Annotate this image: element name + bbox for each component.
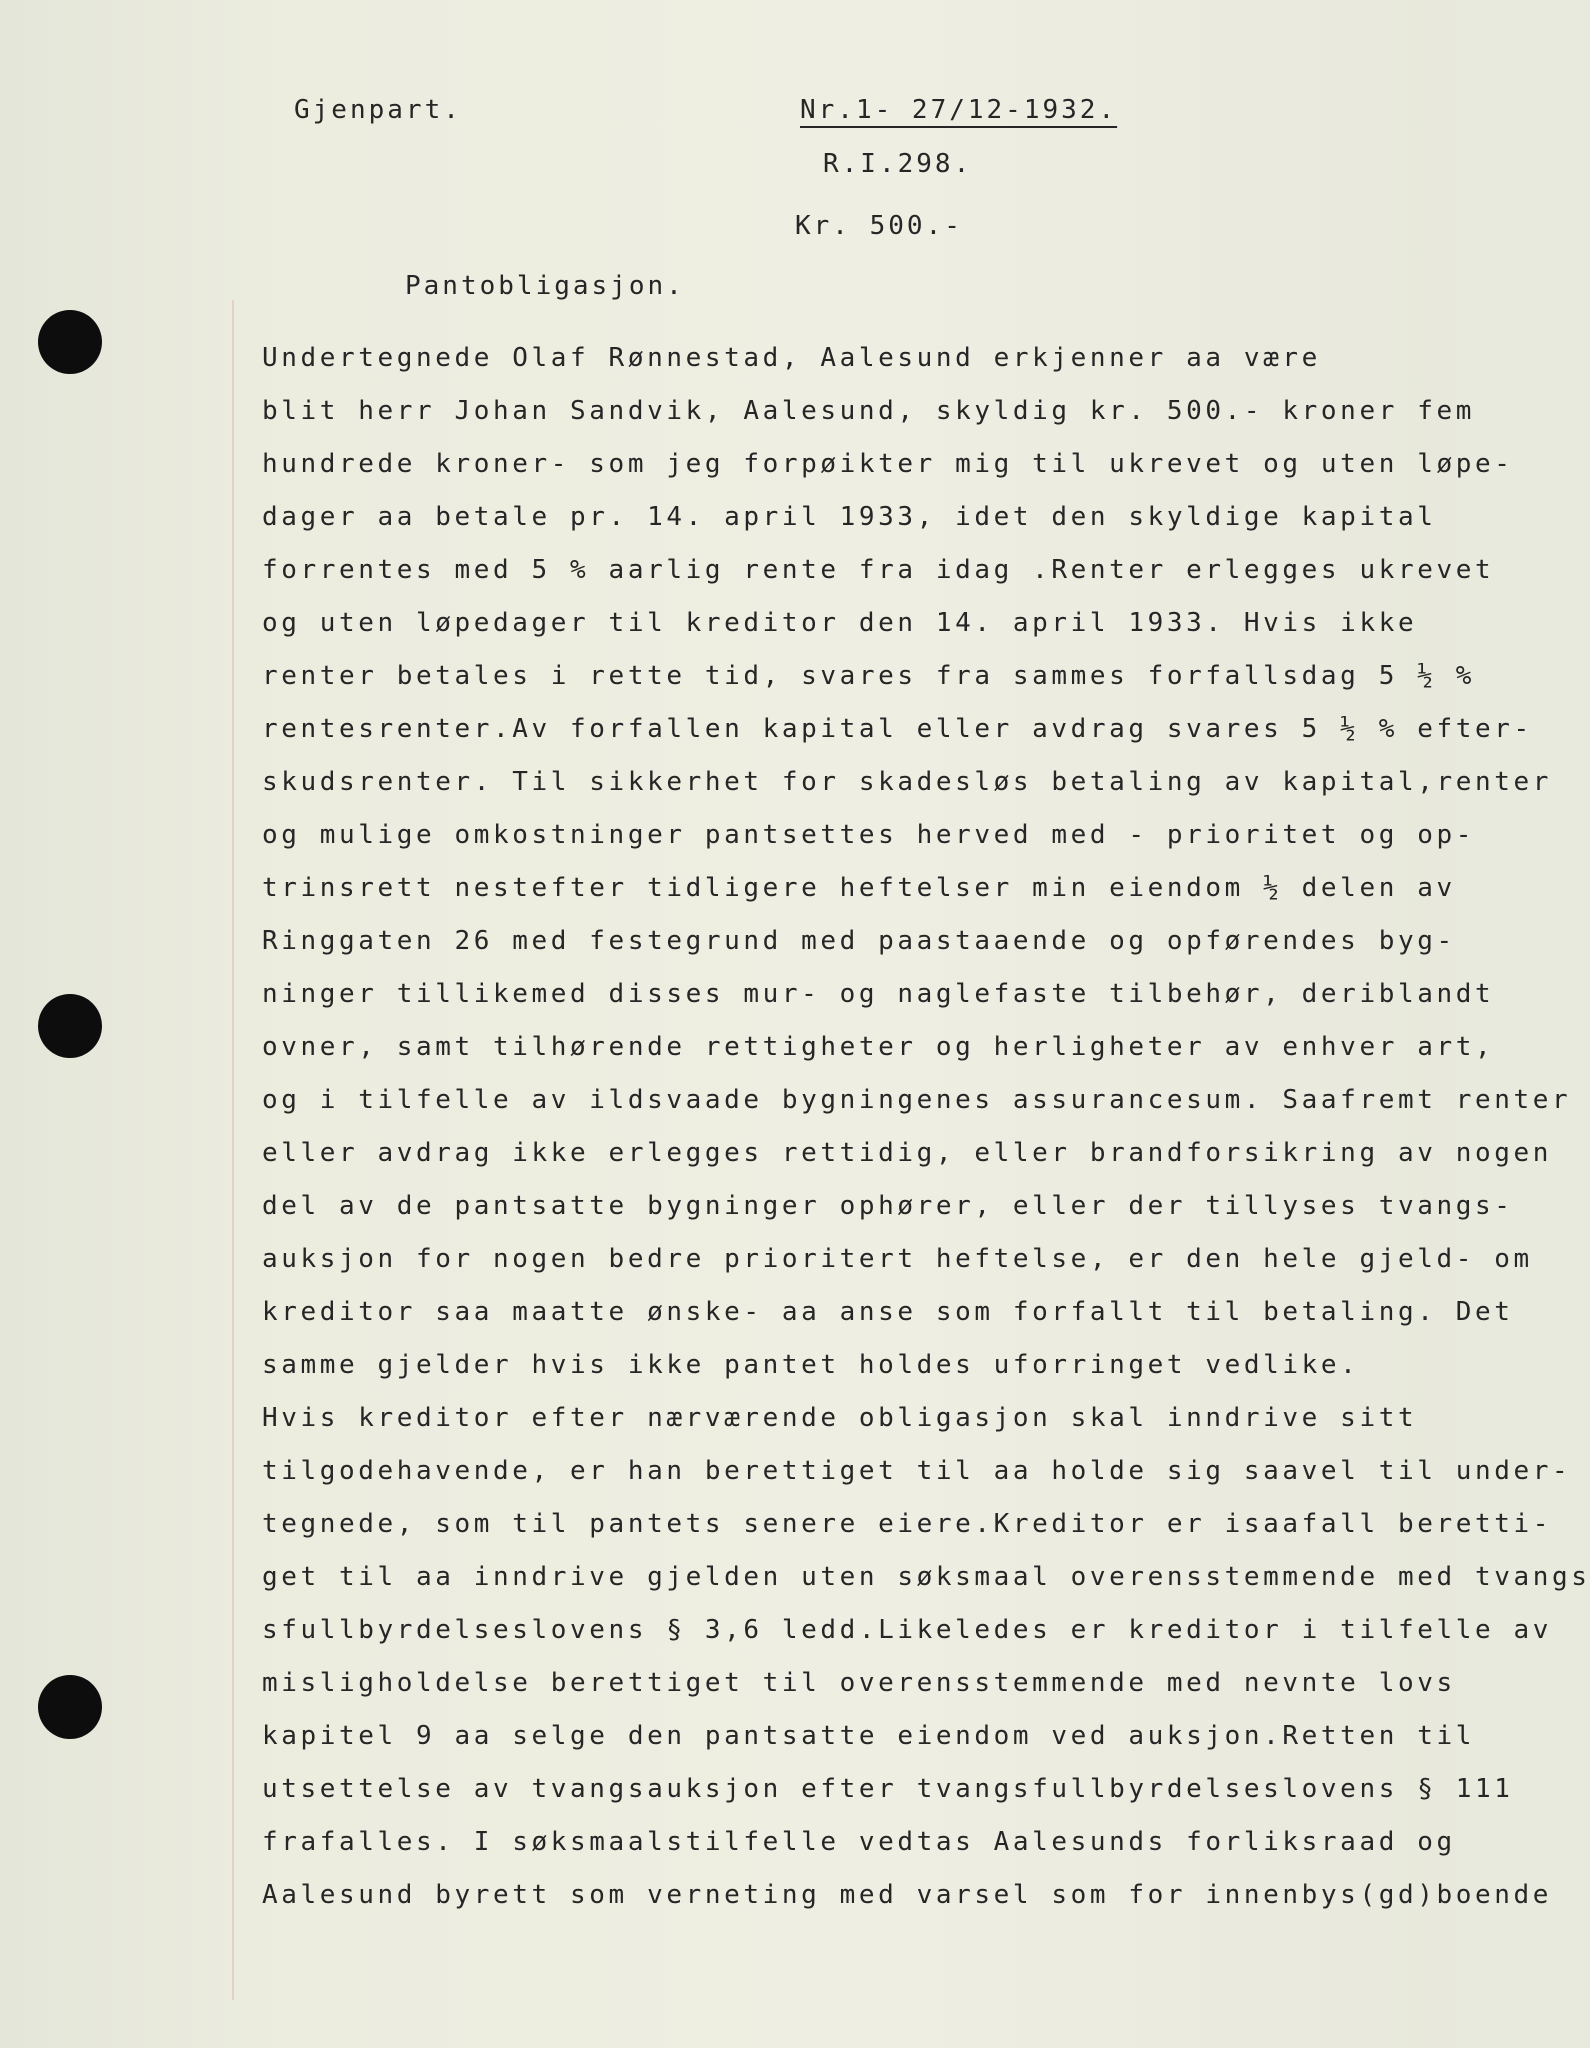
text-line: Undertegnede Olaf Rønnestad, Aalesund erkjenner aa være xyxy=(262,343,1321,373)
text-line: blit herr Johan Sandvik, Aalesund, skyldig kr. 500.- kroner fem xyxy=(262,396,1475,426)
text-line: tilgodehavende, er han berettiget til aa holde sig saavel til under- xyxy=(262,1456,1572,1486)
margin-rule xyxy=(232,300,234,2000)
punch-hole-bottom xyxy=(38,1675,102,1739)
text-line: rentesrenter.Av forfallen kapital eller avdrag svares 5 ½ % efter- xyxy=(262,714,1533,744)
text-line: ninger tillikemed disses mur- og naglefaste tilbehør, deriblandt xyxy=(262,979,1495,1009)
text-line: hundrede kroner- som jeg forpøikter mig til ukrevet og uten løpe- xyxy=(262,449,1514,479)
text-line: og mulige omkostninger pantsettes herved med - prioritet og op- xyxy=(262,820,1475,850)
text-line: tegnede, som til pantets senere eiere.Kreditor er isaafall beretti- xyxy=(262,1509,1552,1539)
text-line: eller avdrag ikke erlegges rettidig, eller brandforsikring av nogen xyxy=(262,1138,1552,1168)
amount: Kr. 500.- xyxy=(795,211,963,241)
text-line: renter betales i rette tid, svares fra sammes forfallsdag 5 ½ % xyxy=(262,661,1475,691)
text-line: auksjon for nogen bedre prioritert heftelse, er den hele gjeld- om xyxy=(262,1244,1533,1274)
text-line: samme gjelder hvis ikke pantet holdes uforringet vedlike. xyxy=(262,1350,1360,1380)
text-line: utsettelse av tvangsauksjon efter tvangsfullbyrdelseslovens § 111 xyxy=(262,1774,1514,1804)
text-line: Hvis kreditor efter nærværende obligasjon skal inndrive sitt xyxy=(262,1403,1418,1433)
text-line: og uten løpedager til kreditor den 14. april 1933. Hvis ikke xyxy=(262,608,1418,638)
register-reference: R.I.298. xyxy=(823,149,973,179)
document-title: Pantobligasjon. xyxy=(405,271,685,301)
text-line: get til aa inndrive gjelden uten søksmaal overensstemmende med tvangs xyxy=(262,1562,1590,1592)
text-line: del av de pantsatte bygninger ophører, eller der tillyses tvangs- xyxy=(262,1191,1514,1221)
text-line: frafalles. I søksmaalstilfelle vedtas Aalesunds forliksraad og xyxy=(262,1827,1456,1857)
text-line: Ringgaten 26 med festegrund med paastaaende og opførendes byg- xyxy=(262,926,1456,956)
text-line: sfullbyrdelseslovens § 3,6 ledd.Likeledes er kreditor i tilfelle av xyxy=(262,1615,1552,1645)
text-line: dager aa betale pr. 14. april 1933, idet den skyldige kapital xyxy=(262,502,1437,532)
punch-hole-middle xyxy=(38,994,102,1058)
text-line: misligholdelse berettiget til overensstemmende med nevnte lovs xyxy=(262,1668,1456,1698)
text-line: kreditor saa maatte ønske- aa anse som forfallt til betaling. Det xyxy=(262,1297,1514,1327)
text-line: forrentes med 5 % aarlig rente fra idag .Renter erlegges ukrevet xyxy=(262,555,1495,585)
punch-hole-top xyxy=(38,310,102,374)
document-number: Nr.1- 27/12-1932. xyxy=(800,95,1118,125)
text-line: ovner, samt tilhørende rettigheter og herligheter av enhver art, xyxy=(262,1032,1495,1062)
text-line: skudsrenter. Til sikkerhet for skadesløs betaling av kapital,renter xyxy=(262,767,1552,797)
document-body xyxy=(262,332,1590,1922)
text-line: kapitel 9 aa selge den pantsatte eiendom ved auksjon.Retten til xyxy=(262,1721,1475,1751)
text-line: Aalesund byrett som verneting med varsel som for innenbys(gd)boende xyxy=(262,1880,1552,1910)
text-line: og i tilfelle av ildsvaade bygningenes assurancesum. Saafremt renter xyxy=(262,1085,1572,1115)
text-line: trinsrett nestefter tidligere heftelser min eiendom ½ delen av xyxy=(262,873,1456,903)
copy-label: Gjenpart. xyxy=(294,95,462,125)
